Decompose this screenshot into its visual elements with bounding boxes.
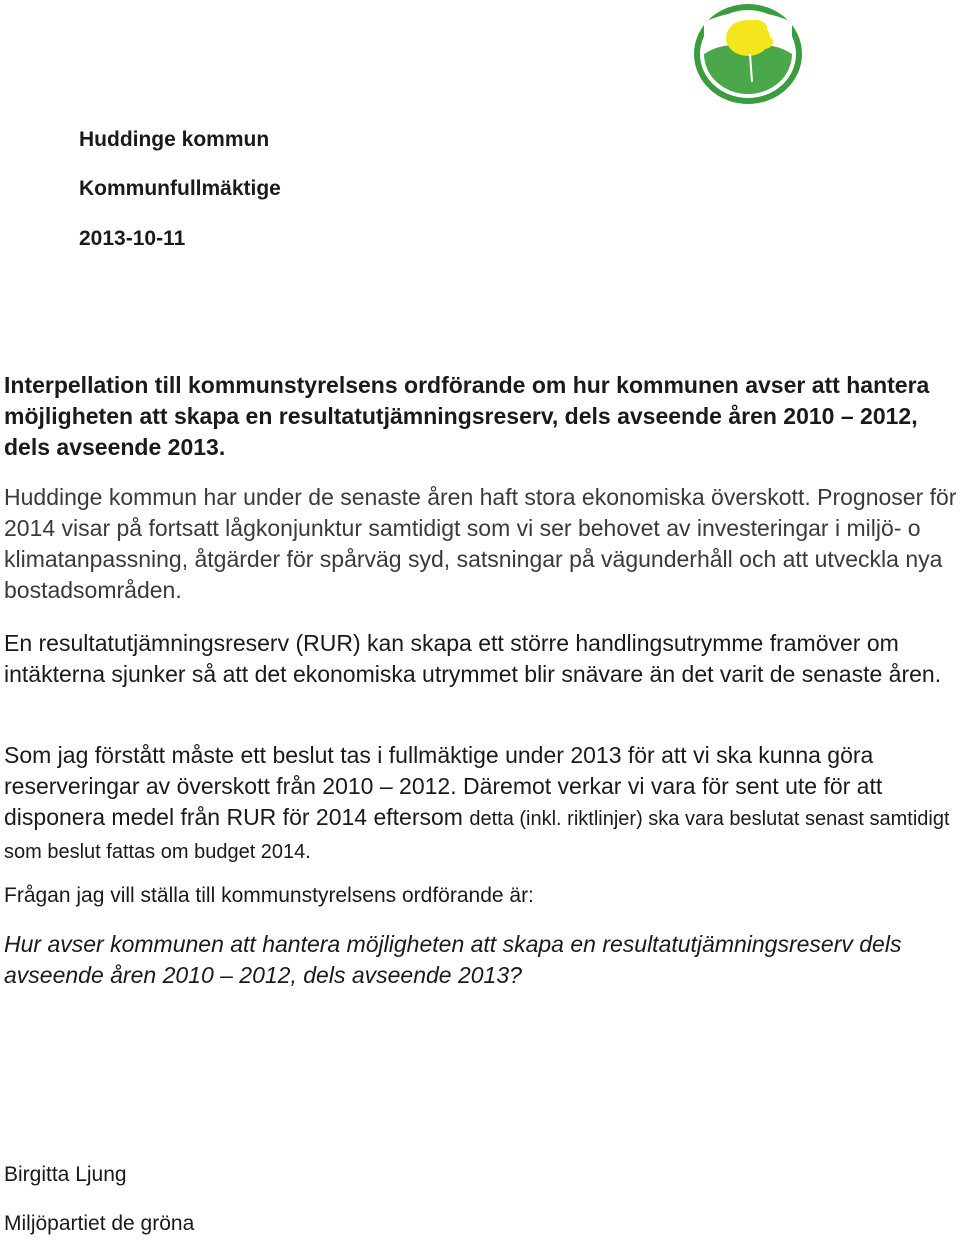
question-intro: Frågan jag vill ställa till kommunstyrelsens ordförande är: — [4, 884, 534, 907]
signature-name: Birgitta Ljung — [4, 1163, 127, 1186]
paragraph-decision-main: Som jag förstått måste ett beslut tas i fullmäktige under 2013 för att vi ska kunna göra reserveringar av överskott från 2010 – 2012. Däremot verkar vi vara för sent ute för att disponera medel från RUR för 2014 eftersom — [4, 742, 883, 830]
party-logo — [692, 2, 804, 106]
document-date: 2013-10-11 — [79, 227, 186, 250]
paragraph-rur: En resultatutjämningsreserv (RUR) kan skapa ett större handlingsutrymme framöver om intäkterna sjunker så att det ekonomiska utrymmet blir snävare än det varit de senaste åren. — [4, 630, 942, 687]
organization-name: Huddinge kommun — [79, 128, 270, 151]
paragraph-decision-small: detta (inkl. riktlinjer) ska vara beslutat senast samtidigt som beslut fattas om budget 2014. — [4, 808, 950, 863]
question-text: Hur avser kommunen att hantera möjligheten att skapa en resultatutjämningsreserv dels avseende åren 2010 – 2012, dels avseende 2013? — [4, 931, 902, 988]
signature-party: Miljöpartiet de gröna — [4, 1212, 195, 1235]
paragraph-background: Huddinge kommun har under de senaste åren haft stora ekonomiska överskott. Prognoser för 2014 visar på fortsatt lågkonjunktur samtidigt som vi ser behovet av investeringar i miljö- o klimatanpassning, åtgärder för spårväg syd, satsningar på vägunderhåll och att utveckla nya bostadsområden. — [4, 484, 957, 603]
document-title: Interpellation till kommunstyrelsens ordförande om hur kommunen avser att hantera möjligheten att skapa en resultatutjämningsreserv, dels avseende åren 2010 – 2012, dels avseende 2013. — [4, 372, 930, 460]
paragraph-decision — [4, 740, 960, 868]
dandelion-icon — [692, 2, 804, 106]
recipient-body: Kommunfullmäktige — [79, 177, 281, 200]
